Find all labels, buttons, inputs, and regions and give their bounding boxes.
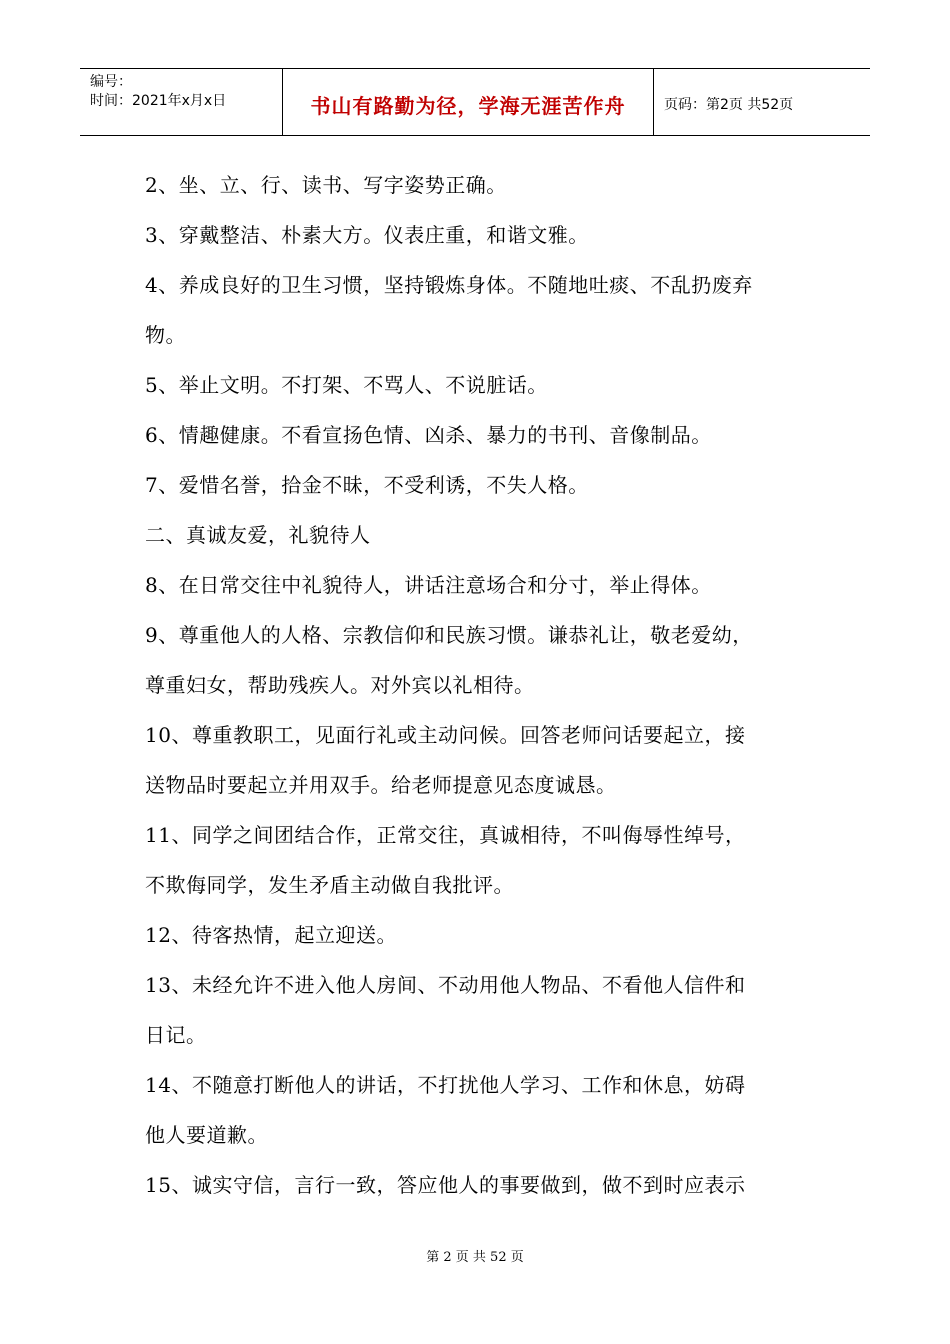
body-line: 2、坐、立、行、读书、写字姿势正确。 [145, 173, 507, 197]
body-line: 12、待客热情，起立迎送。 [145, 923, 397, 947]
body-line: 15、诚实守信，言行一致，答应他人的事要做到，做不到时应表示 [145, 1173, 746, 1197]
body-line: 3、穿戴整洁、朴素大方。仪表庄重，和谐文雅。 [145, 223, 589, 247]
body-line: 9、尊重他人的人格、宗教信仰和民族习惯。谦恭礼让，敬老爱幼， [145, 623, 753, 647]
body-line: 14、不随意打断他人的讲话，不打扰他人学习、工作和休息，妨碍 [145, 1073, 746, 1097]
body-line: 日记。 [145, 1023, 207, 1047]
body-line: 4、养成良好的卫生习惯，坚持锻炼身体。不随地吐痰、不乱扔废弃 [145, 273, 753, 297]
header-left-cell [80, 69, 282, 135]
page-footer: 第 2 页 共 52 页 [426, 1250, 524, 1265]
header-page-info: 页码：第2页 共52页 [664, 97, 794, 113]
body-line: 11、同学之间团结合作，正常交往，真诚相待，不叫侮辱性绰号， [145, 823, 746, 847]
body-line: 8、在日常交往中礼貌待人，讲话注意场合和分寸，举止得体。 [145, 573, 712, 597]
body-line: 他人要道歉。 [145, 1123, 268, 1147]
header-motto: 书山有路勤为径，学海无涯苦作舟 [282, 69, 654, 135]
body-line: 6、情趣健康。不看宣扬色情、凶杀、暴力的书刊、音像制品。 [145, 423, 712, 447]
body-line: 尊重妇女，帮助残疾人。对外宾以礼相待。 [145, 673, 535, 697]
section-heading: 二、真诚友爱，礼貌待人 [145, 523, 371, 547]
document-body [145, 160, 815, 1210]
body-line: 物。 [145, 323, 186, 347]
body-line: 7、爱惜名誉，拾金不昧，不受利诱，不失人格。 [145, 473, 589, 497]
body-line: 送物品时要起立并用双手。给老师提意见态度诚恳。 [145, 773, 617, 797]
body-line: 不欺侮同学，发生矛盾主动做自我批评。 [145, 873, 514, 897]
body-line: 5、举止文明。不打架、不骂人、不说脏话。 [145, 373, 548, 397]
document-date-label: 时间：2021年x月x日 [90, 93, 227, 109]
header-table [80, 68, 870, 136]
body-line: 13、未经允许不进入他人房间、不动用他人物品、不看他人信件和 [145, 973, 746, 997]
document-number-label: 编号： [90, 74, 132, 90]
body-line: 10、尊重教职工，见面行礼或主动问候。回答老师问话要起立，接 [145, 723, 746, 747]
